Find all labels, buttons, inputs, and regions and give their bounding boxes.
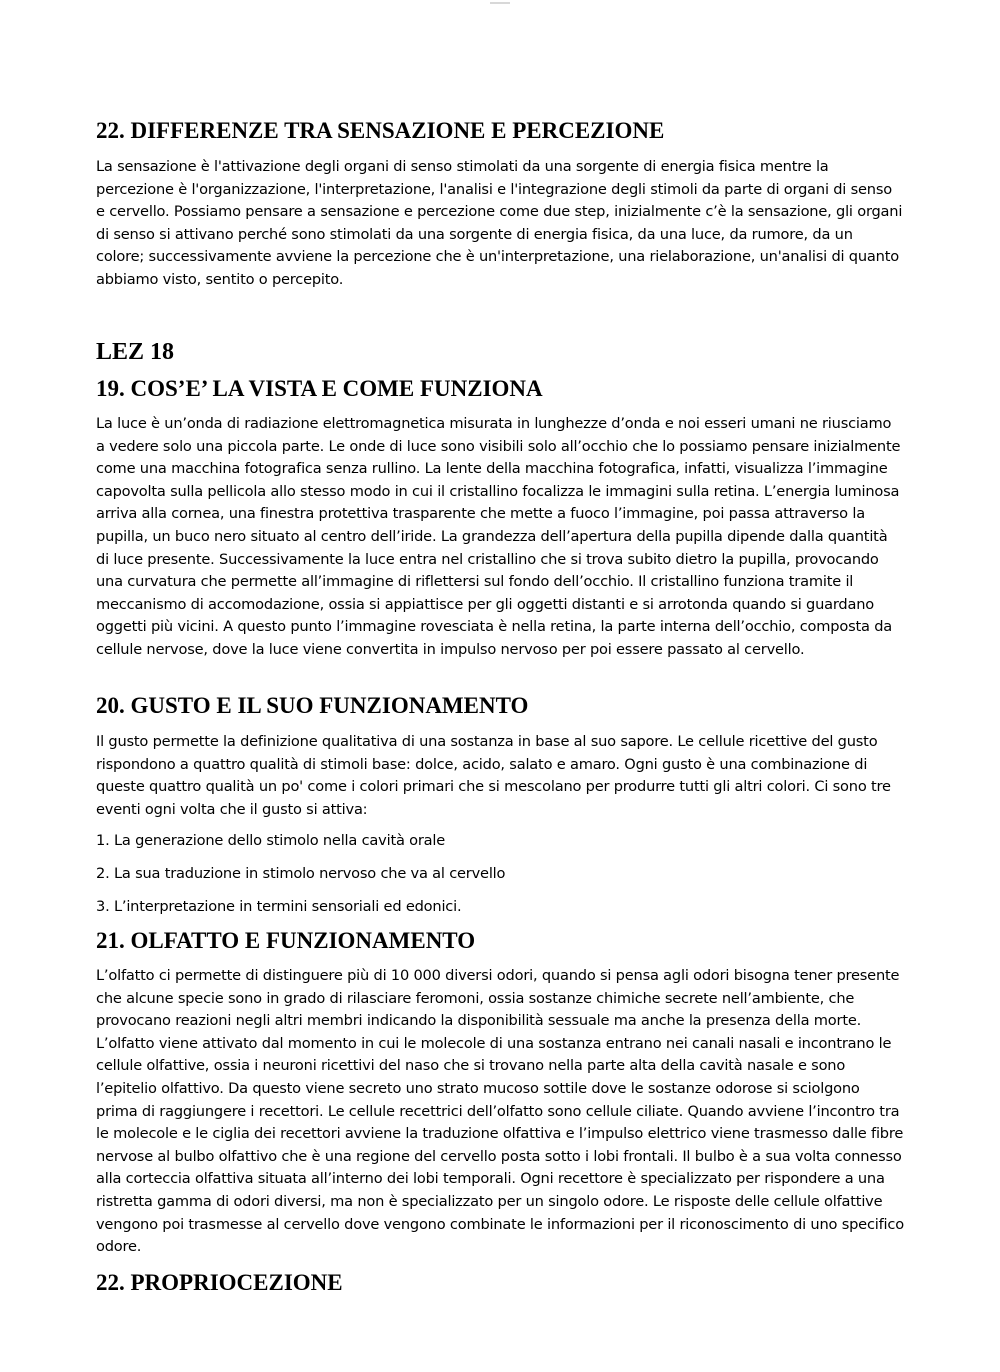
section-title: 19. COS’E’ LA VISTA E COME FUNZIONA [96,376,543,401]
section-body: L’olfatto ci permette di distinguere più di 10 000 diversi odori, quando si pensa agli odori bisogna tener presente che alcune specie sono in grado di rilasciare feromoni, ossia sostanze chimiche secrete nell’ambiente, che provocano reazioni negli altri membri indicando la disponibilità sessuale ma anche la presenza della morte. L’olfatto viene attivato dal momento in cui le molecole di una sostanza entrano nei canali nasali e incontrano le cellule olfattive, ossia i neuroni ricettivi del naso che si trovano nella parte alta della cavità nasale e sono l’epitelio olfattivo. Da questo viene secreto uno strato mucoso sottile dove le sostanze odorose si sciolgono prima di raggiungere i recettori. Le cellule recettrici dell’olfatto sono cellule ciliate. Quando avviene l’incontro tra le molecole e le ciglia dei recettori avviene la traduzione olfattiva e l’impulso elettrico viene trasmesso dalle fibre nervose al bulbo olfattivo che è una regione del cervello posta sotto i lobi frontali. Il bulbo è a sua volta connesso alla corteccia olfattiva situata all’interno dei lobi temporali. Ogni recettore è specializzato per rispondere a una ristretta gamma di odori diversi, ma non è specializzato per un singolo odore. Le risposte delle cellule olfattive vengono poi trasmesse al cervello dove vengono combinate le informazioni per il riconoscimento di uno specifico odore. [96,967,904,1256]
section-body: La sensazione è l'attivazione degli organi di senso stimolati da una sorgente di energia fisica mentre la percezione è l'organizzazione, l'interpretazione, l'analisi e l'integrazione degli stimoli da parte di organi di senso e cervello. Possiamo pensare a sensazione e percezione come due step, inizialmente c’è la sensazione, gli organi di senso si attivano perché sono stimolati da una sorgente di energia fisica, da una luce, da rumore, da un colore; successivamente avviene la percezione che è un'interpretazione, una rielaborazione, un'analisi di quanto abbiamo visto, sentito o percepito. [96,158,903,288]
list-item: 3. L’interpretazione in termini sensoriali ed edonici. [96,898,462,915]
section-title: 21. OLFATTO E FUNZIONAMENTO [96,928,476,953]
lesson-heading: LEZ 18 [96,339,175,365]
section-title: 22. PROPRIOCEZIONE [96,1270,343,1295]
list-item: 1. La generazione dello stimolo nella cavità orale [96,832,446,849]
page-header-mark [490,2,510,4]
section-title: 20. GUSTO E IL SUO FUNZIONAMENTO [96,693,529,718]
section-title: 22. DIFFERENZE TRA SENSAZIONE E PERCEZIONE [96,118,665,143]
section-body: Il gusto permette la definizione qualitativa di una sostanza in base al suo sapore. Le cellule ricettive del gusto rispondono a quattro qualità di stimoli base: dolce, acido, salato e amaro. Ogni gusto è una combinazione di queste quattro qualità un po' come i colori primari che si mescolano per produrre tutti gli altri colori. Ci sono tre eventi ogni volta che il gusto si attiva: [96,733,891,818]
list-item: 2. La sua traduzione in stimolo nervoso che va al cervello [96,865,506,882]
section-body: La luce è un’onda di radiazione elettromagnetica misurata in lunghezze d’onda e noi esseri umani ne riusciamo a vedere solo una piccola parte. Le onde di luce sono visibili solo all’occhio che lo possiamo pensare inizialmente come una macchina fotografica senza rullino. La lente della macchina fotografica, infatti, visualizza l’immagine capovolta sulla pellicola allo stesso modo in cui il cristallino focalizza le immagini sulla retina. L’energia luminosa arriva alla cornea, una finestra protettiva trasparente che mette a fuoco l’immagine, poi passa attraverso la pupilla, un buco nero situato al centro dell’iride. La grandezza dell’apertura della pupilla dipende dalla quantità di luce presente. Successivamente la luce entra nel cristallino che si trova subito dietro la pupilla, provocando una curvatura che permette all’immagine di riflettersi sul fondo dell’occhio. Il cristallino funziona tramite il meccanismo di accomodazione, ossia si appiattisce per gli oggetti distanti e si arrotonda quando si guardano oggetti più vicini. A questo punto l’immagine rovesciata è nella retina, la parte interna dell’occhio, composta da cellule nervose, dove la luce viene convertita in impulso nervoso per poi essere passato al cervello. [96,415,901,658]
